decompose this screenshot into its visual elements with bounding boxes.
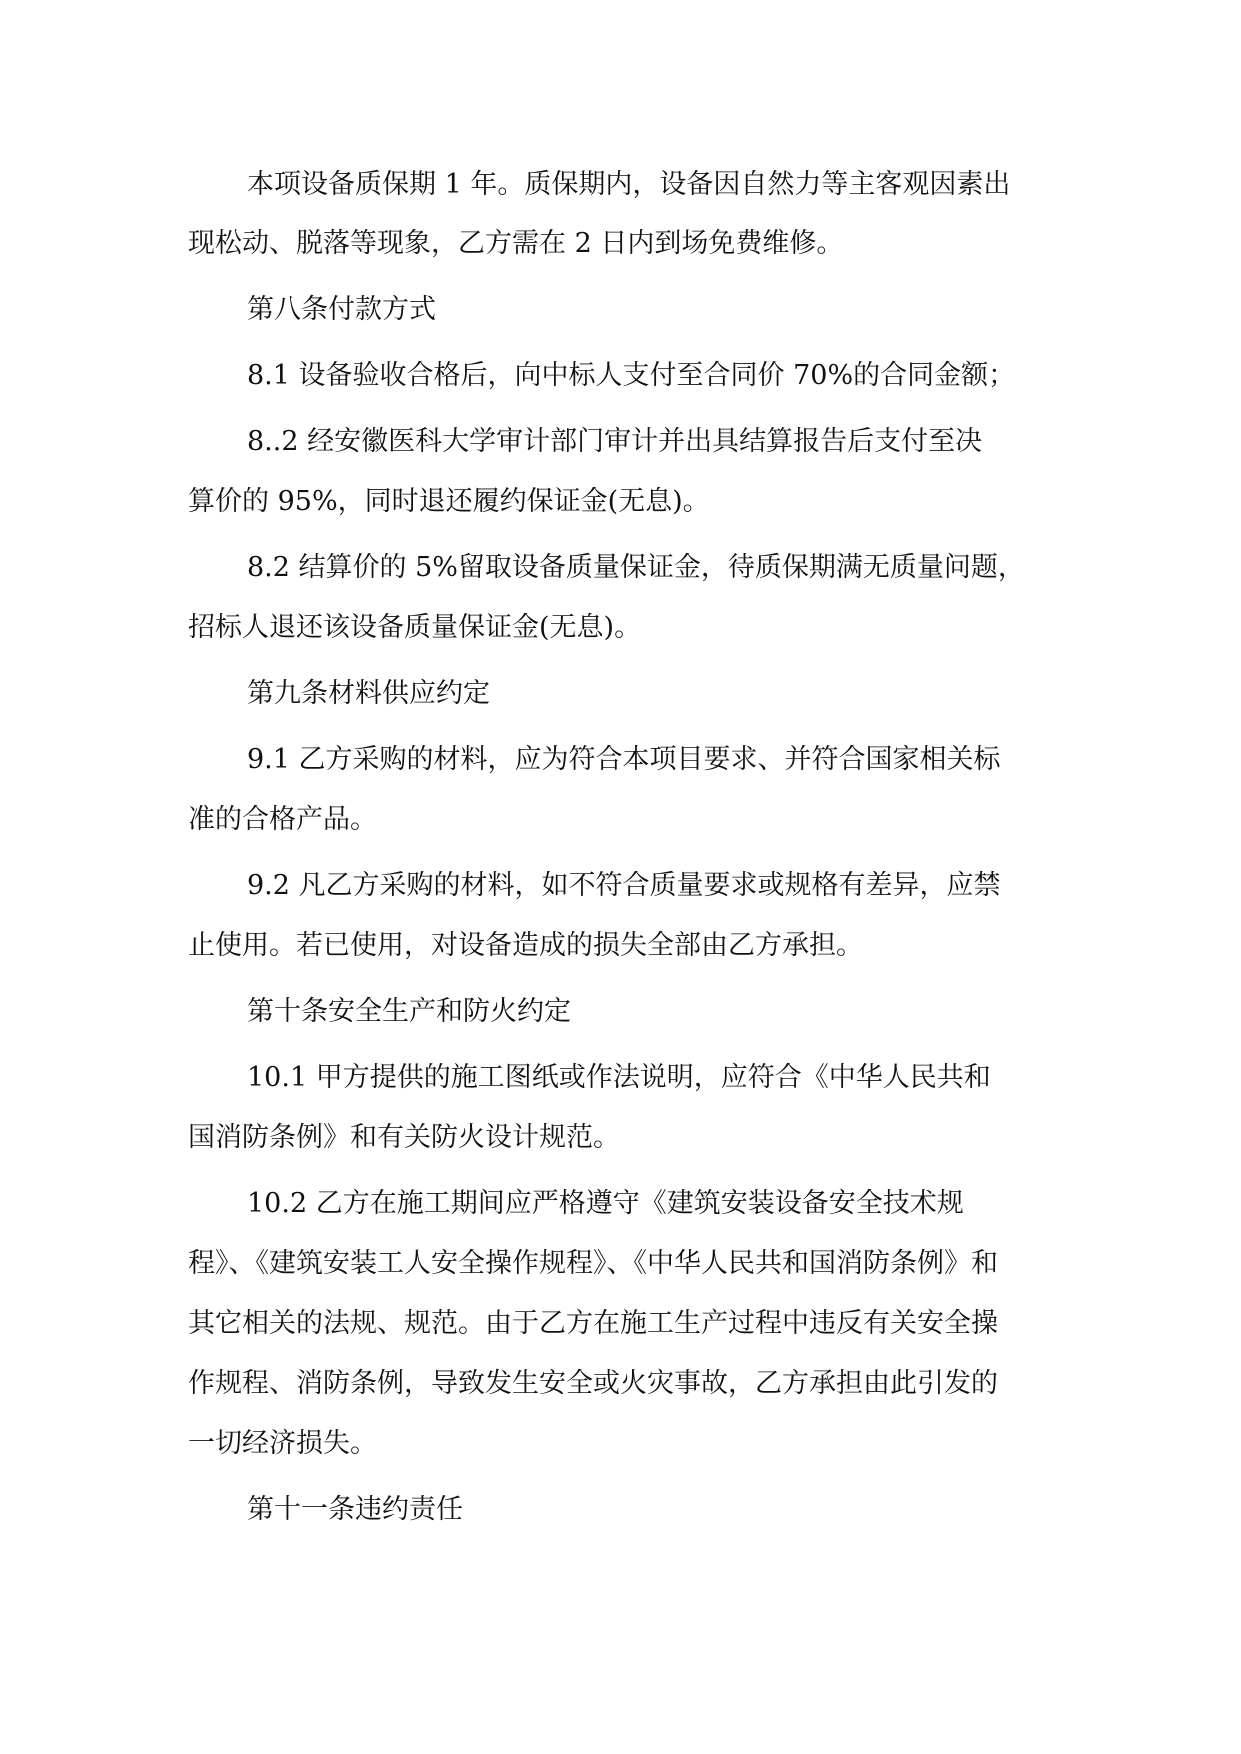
- paragraph-warranty-line-2: 现松动、脱落等现象，乙方需在 2 日内到场免费维修。: [188, 228, 844, 259]
- clause-8-2b-line-1: 8.2 结算价的 5%留取设备质量保证金，待质保期满无质量问题，: [247, 552, 1025, 583]
- clause-10-2-line-3: 其它相关的法规、规范。由于乙方在施工生产过程中违反有关安全操: [188, 1308, 998, 1339]
- paragraph-warranty-line-1: 本项设备质保期 1 年。质保期内，设备因自然力等主客观因素出: [247, 169, 1011, 200]
- heading-article-8: 第八条付款方式: [247, 294, 436, 325]
- clause-9-2-line-1: 9.2 凡乙方采购的材料，如不符合质量要求或规格有差异，应禁: [247, 870, 1001, 901]
- clause-10-2-line-2: 程》、《建筑安装工人安全操作规程》、《中华人民共和国消防条例》和: [188, 1248, 998, 1279]
- clause-8-2a-line-2: 算价的 95%，同时退还履约保证金(无息)。: [188, 486, 710, 517]
- clause-8-2a-line-1: 8..2 经安徽医科大学审计部门审计并出具结算报告后支付至决: [247, 426, 983, 457]
- heading-article-10: 第十条安全生产和防火约定: [247, 996, 571, 1027]
- heading-article-9: 第九条材料供应约定: [247, 678, 490, 709]
- clause-10-2-line-1: 10.2 乙方在施工期间应严格遵守《建筑安装设备安全技术规: [247, 1188, 964, 1219]
- clause-8-1: 8.1 设备验收合格后，向中标人支付至合同价 70%的合同金额；: [247, 360, 1016, 391]
- clause-9-1-line-2: 准的合格产品。: [188, 804, 377, 835]
- clause-10-1-line-1: 10.1 甲方提供的施工图纸或作法说明，应符合《中华人民共和: [247, 1062, 991, 1093]
- clause-9-1-line-1: 9.1 乙方采购的材料，应为符合本项目要求、并符合国家相关标: [247, 744, 1001, 775]
- clause-9-2-line-2: 止使用。若已使用，对设备造成的损失全部由乙方承担。: [188, 930, 863, 961]
- clause-10-2-line-4: 作规程、消防条例，导致发生安全或火灾事故，乙方承担由此引发的: [188, 1368, 998, 1399]
- clause-8-2b-line-2: 招标人退还该设备质量保证金(无息)。: [188, 612, 642, 643]
- heading-article-11: 第十一条违约责任: [247, 1494, 463, 1525]
- clause-10-1-line-2: 国消防条例》和有关防火设计规范。: [188, 1122, 620, 1153]
- clause-10-2-line-5: 一切经济损失。: [188, 1428, 377, 1459]
